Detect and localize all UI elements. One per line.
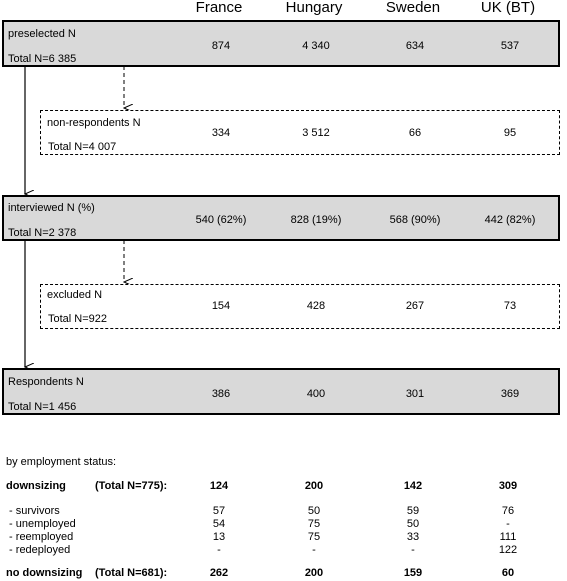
subrow-survivors-sweden: 59	[406, 505, 420, 517]
respondents-box	[2, 368, 560, 415]
excluded-label: excluded N	[47, 289, 103, 301]
subrow-redeployed-france: -	[217, 544, 221, 556]
respondents-total: Total N=1 456	[8, 401, 77, 413]
nonrespondents-france: 334	[211, 127, 231, 139]
subrow-redeployed-label: - redeployed	[6, 544, 71, 556]
nodownsizing-france: 262	[209, 567, 229, 579]
subrow-redeployed-hungary: -	[312, 544, 316, 556]
nodownsizing-total: (Total N=681):	[95, 567, 168, 579]
preselected-uk: 537	[500, 40, 520, 52]
downsizing-total: (Total N=775):	[95, 480, 168, 492]
downsizing-sweden: 142	[403, 480, 423, 492]
preselected-sweden: 634	[405, 40, 425, 52]
preselected-hungary: 4 340	[302, 40, 330, 52]
respondents-france: 386	[211, 388, 231, 400]
subrow-redeployed-sweden: -	[411, 544, 415, 556]
nonrespondents-sweden: 66	[408, 127, 422, 139]
subrow-unemployed-sweden: 50	[406, 518, 420, 530]
header-hungary: Hungary	[285, 0, 343, 16]
subrow-reemployed-france: 13	[212, 531, 226, 543]
nodownsizing-uk: 60	[501, 567, 515, 579]
excluded-france: 154	[211, 300, 231, 312]
subrow-unemployed-france: 54	[212, 518, 226, 530]
subrow-reemployed-hungary: 75	[307, 531, 321, 543]
status-heading: by employment status:	[6, 456, 117, 468]
downsizing-hungary: 200	[304, 480, 324, 492]
nonrespondents-uk: 95	[503, 127, 517, 139]
interviewed-total: Total N=2 378	[8, 227, 77, 239]
nonrespondents-total: Total N=4 007	[48, 141, 117, 153]
subrow-reemployed-uk: 111	[499, 531, 517, 543]
excluded-hungary: 428	[306, 300, 326, 312]
subrow-reemployed-sweden: 33	[406, 531, 420, 543]
subrow-unemployed-uk: -	[506, 518, 510, 530]
header-uk-bt: UK (BT)	[480, 0, 536, 16]
nonrespondents-box	[40, 110, 560, 155]
subrow-reemployed-label: - reemployed	[6, 531, 74, 543]
interviewed-france: 540 (62%)	[195, 214, 247, 226]
interviewed-box	[2, 195, 560, 241]
interviewed-uk: 442 (82%)	[484, 214, 536, 226]
subrow-redeployed-uk: 122	[498, 544, 518, 556]
respondents-sweden: 301	[405, 388, 425, 400]
respondents-hungary: 400	[306, 388, 326, 400]
subrow-unemployed-label: - unemployed	[6, 518, 76, 530]
excluded-total: Total N=922	[48, 313, 108, 325]
downsizing-uk: 309	[498, 480, 518, 492]
respondents-label: Respondents N	[8, 376, 84, 388]
preselected-box	[2, 20, 560, 67]
header-france: France	[195, 0, 243, 16]
nodownsizing-hungary: 200	[304, 567, 324, 579]
subrow-survivors-hungary: 50	[307, 505, 321, 517]
subrow-survivors-label: - survivors	[6, 505, 60, 517]
preselected-france: 874	[211, 40, 231, 52]
header-sweden: Sweden	[385, 0, 441, 16]
preselected-label: preselected N	[8, 28, 76, 40]
excluded-uk: 73	[503, 300, 517, 312]
nodownsizing-sweden: 159	[403, 567, 423, 579]
interviewed-label: interviewed N (%)	[8, 202, 95, 214]
subrow-survivors-uk: 76	[501, 505, 515, 517]
interviewed-sweden: 568 (90%)	[389, 214, 441, 226]
downsizing-france: 124	[209, 480, 229, 492]
subrow-survivors-france: 57	[212, 505, 226, 517]
preselected-total: Total N=6 385	[8, 53, 77, 65]
excluded-sweden: 267	[405, 300, 425, 312]
nonrespondents-hungary: 3 512	[302, 127, 330, 139]
excluded-box	[40, 284, 560, 329]
interviewed-hungary: 828 (19%)	[290, 214, 342, 226]
nodownsizing-label: no downsizing	[6, 567, 83, 579]
downsizing-label: downsizing	[6, 480, 66, 492]
subrow-unemployed-hungary: 75	[307, 518, 321, 530]
respondents-uk: 369	[500, 388, 520, 400]
nonrespondents-label: non-respondents N	[47, 117, 141, 129]
